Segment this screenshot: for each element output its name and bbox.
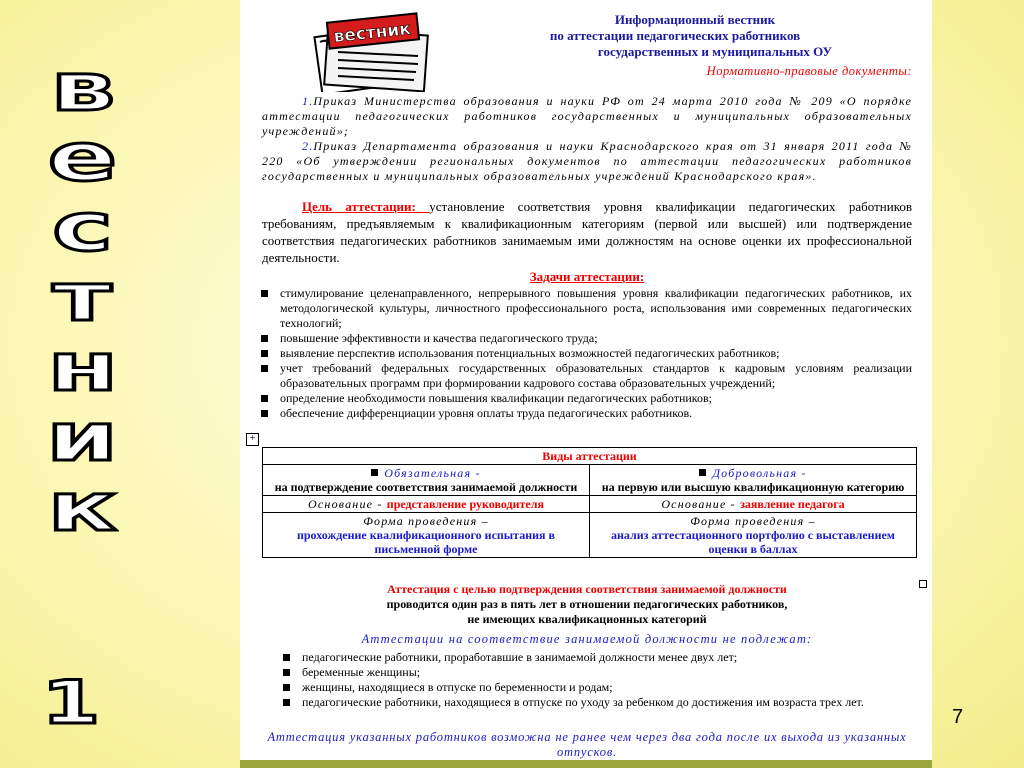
task-item: выявление перспектив использования потенциальных возможностей педагогических работников; xyxy=(258,346,912,361)
goal-paragraph: Цель аттестации: установление соответствия уровня квалификации педагогических работников требованиям, предъявляемым к квалификационным категориям (первой или высшей) или подтверждение соответствия педагогических работников занимаемым ими должностям на основе оценки их профессиональной деятельности. xyxy=(262,199,912,265)
bullet-icon xyxy=(371,469,378,476)
task-item: повышение эффективности и качества педагогического труда; xyxy=(258,331,912,346)
page-number: 7 xyxy=(952,706,964,728)
vertical-title-letter: с xyxy=(52,189,113,266)
bullet-icon xyxy=(699,469,706,476)
mandatory-form: Форма проведения – прохождение квалификационного испытания в письменной форме xyxy=(263,513,590,558)
task-item: учет требований федеральных государственных образовательных стандартов к кадровым условиям реализации образовательных программ при формировании кадрового состава образовательных учреждений; xyxy=(258,361,912,391)
exempt-item: беременные женщины; xyxy=(280,665,912,680)
voluntary-form: Форма проведения – анализ аттестационного портфолио с выставлением оценки в баллах xyxy=(590,513,917,558)
exempt-list xyxy=(280,650,912,710)
exempt-footnote: Аттестация указанных работников возможна не ранее чем через два года после их выхода из указанных отпусков. xyxy=(267,730,907,759)
tasks-list xyxy=(258,286,912,421)
task-item: определение необходимости повышения квалификации педагогических работников; xyxy=(258,391,912,406)
exempt-heading: Аттестации на соответствие занимаемой должности не подлежат: xyxy=(361,632,813,646)
document-item-2: 2.Приказ Департамента образования и науки Краснодарского края от 31 января 2011 года № 220 «Об утверждении региональных документов по аттестации педагогических работников государственных и муниципальных образовательных учреждений Краснодарского края». xyxy=(262,139,912,183)
page-bottom-border xyxy=(240,760,932,768)
table-title: Виды аттестации xyxy=(263,448,917,465)
vertical-title-letter: н xyxy=(47,329,118,406)
attestation-types-table xyxy=(262,447,917,558)
document-page xyxy=(240,0,932,768)
vertical-number: 1 xyxy=(41,668,101,738)
exempt-item: женщины, находящиеся в отпуске по беременности и родам; xyxy=(280,680,912,695)
vertical-title-letter: т xyxy=(52,259,113,336)
task-item: стимулирование целенаправленного, непрерывного повышения уровня квалификации педагогических работников, их методологической культуры, личностного профессионального роста, использования ими современных педагогических технологий; xyxy=(258,286,912,331)
mandatory-basis: Основание - представление руководителя xyxy=(263,496,590,513)
vertical-title-letter: к xyxy=(47,469,118,546)
logo-text: вестник xyxy=(332,19,412,48)
task-item: обеспечение дифференциации уровня оплаты труда педагогических работников. xyxy=(258,406,912,421)
mandatory-cell: Обязательная - на подтверждение соответствия занимаемой должности xyxy=(263,465,590,496)
header-subtitle: Нормативно-правовые документы: xyxy=(706,64,912,78)
vertical-title-letter: и xyxy=(46,399,119,476)
goal-label: Цель аттестации: xyxy=(302,199,430,214)
table-move-handle[interactable]: + xyxy=(246,433,259,446)
newspaper-logo-icon xyxy=(298,12,438,92)
voluntary-basis: Основание - заявление педагога xyxy=(590,496,917,513)
tasks-heading: Задачи аттестации: xyxy=(529,269,645,284)
exempt-item: педагогические работники, проработавшие в занимаемой должности менее двух лет; xyxy=(280,650,912,665)
voluntary-cell: Добровольная - на первую или высшую квалификационную категорию xyxy=(590,465,917,496)
exempt-item: педагогические работники, находящиеся в отпуске по уходу за ребенком до достижения им возраста трех лет. xyxy=(280,695,912,710)
vertical-title xyxy=(30,49,135,546)
vertical-title-letter: в xyxy=(50,49,115,126)
document-item-1: 1.Приказ Министерства образования и науки РФ от 24 марта 2010 года № 209 «О порядке аттестации педагогических работников государственных и муниципальных образовательных учреждений»; xyxy=(262,94,912,138)
table-resize-handle[interactable] xyxy=(919,580,927,588)
header-title: Информационный вестник по аттестации педагогических работников государственных и муниципальных ОУ xyxy=(549,12,833,59)
vertical-title-letter: е xyxy=(47,119,118,196)
frequency-note: Аттестация с целью подтверждения соответствия занимаемой должности проводится один раз в пять лет в отношении педагогических работников, не имеющих квалификационных категорий xyxy=(386,582,788,626)
